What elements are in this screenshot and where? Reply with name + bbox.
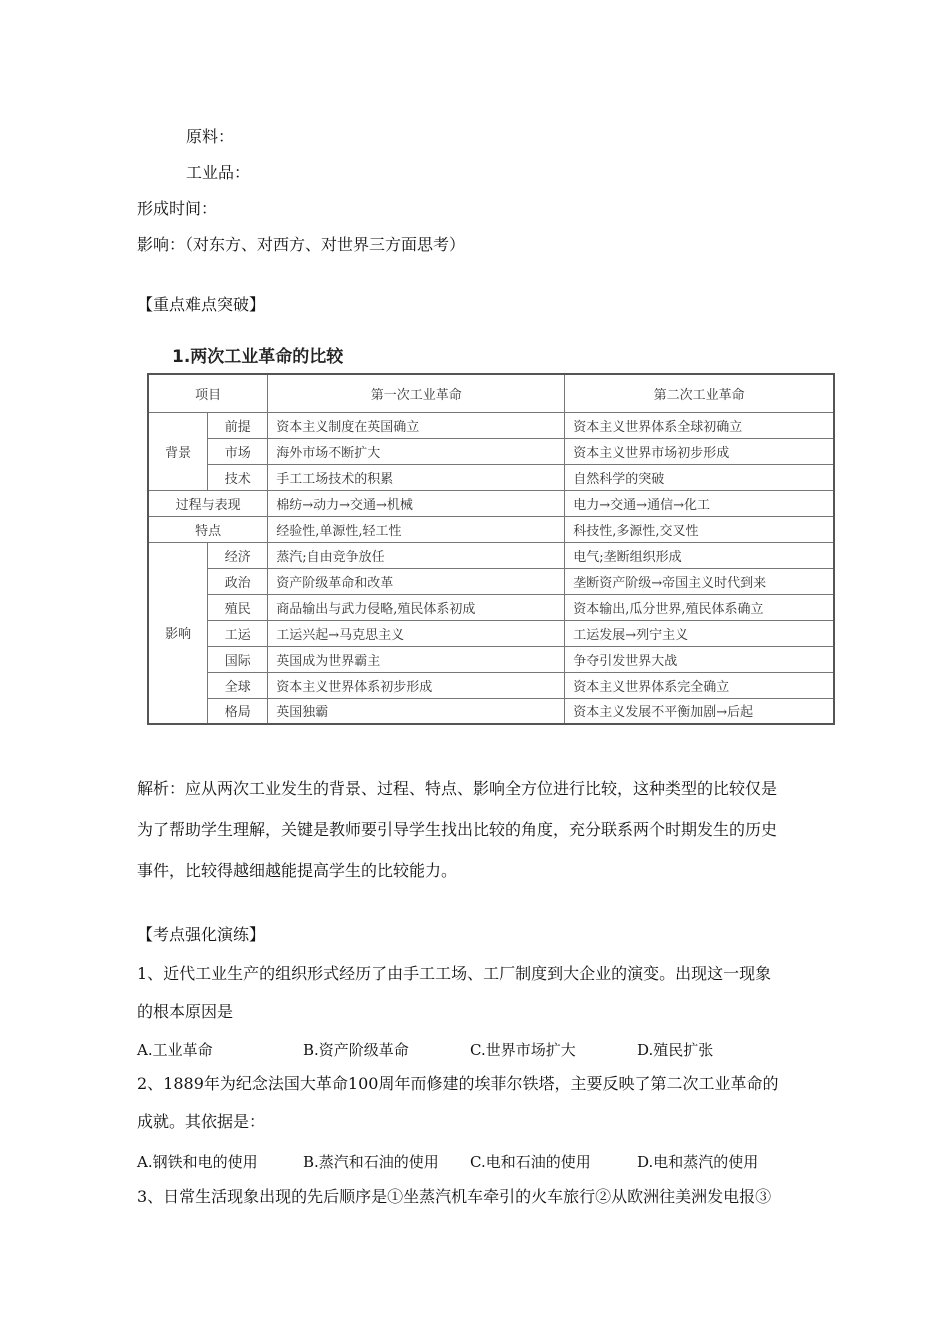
row-item: 工运 bbox=[208, 620, 268, 646]
header-item: 项目 bbox=[148, 374, 268, 412]
row-item: 前提 bbox=[208, 412, 268, 438]
row-first: 海外市场不断扩大 bbox=[268, 438, 565, 464]
row-first: 工运兴起→马克思主义 bbox=[268, 620, 565, 646]
row-first: 英国独霸 bbox=[268, 698, 565, 724]
table-header-row bbox=[148, 374, 834, 412]
option-b: B.蒸汽和石油的使用 bbox=[303, 1153, 439, 1171]
row-item: 国际 bbox=[208, 646, 268, 672]
row-first: 经验性,单源性,轻工性 bbox=[268, 516, 565, 542]
row-first: 手工工场技术的积累 bbox=[268, 464, 565, 490]
header-first: 第一次工业革命 bbox=[268, 374, 565, 412]
section-key-heading: 【重点难点突破】 bbox=[137, 295, 266, 314]
row-first: 资产阶级革命和改革 bbox=[268, 568, 565, 594]
row-item: 技术 bbox=[208, 464, 268, 490]
option-d: D.电和蒸汽的使用 bbox=[637, 1153, 759, 1171]
table-row bbox=[148, 698, 834, 724]
option-c: C.电和石油的使用 bbox=[470, 1153, 591, 1171]
question-text: 成就。其依据是： bbox=[137, 1112, 266, 1131]
question-text: 2、1889年为纪念法国大革命100周年而修建的埃菲尔铁塔，主要反映了第二次工业革命的 bbox=[137, 1074, 779, 1093]
group-impact: 影响 bbox=[148, 542, 208, 724]
comparison-table bbox=[147, 373, 835, 725]
industrial-goods-label: 工业品： bbox=[186, 163, 251, 182]
analysis-line: 为了帮助学生理解，关键是教师要引导学生找出比较的角度，充分联系两个时期发生的历史 bbox=[137, 820, 778, 839]
analysis-line: 事件，比较得越细越能提高学生的比较能力。 bbox=[137, 861, 458, 880]
row-second: 垄断资产阶级→帝国主义时代到来 bbox=[565, 568, 834, 594]
raw-material-label: 原料： bbox=[186, 127, 235, 146]
option-a: A.工业革命 bbox=[137, 1041, 213, 1059]
row-item: 市场 bbox=[208, 438, 268, 464]
row-second: 资本主义发展不平衡加剧→后起 bbox=[565, 698, 834, 724]
option-b: B.资产阶级革命 bbox=[303, 1041, 409, 1059]
row-second: 自然科学的突破 bbox=[565, 464, 834, 490]
row-first: 蒸汽;自由竞争放任 bbox=[268, 542, 565, 568]
row-first: 商品输出与武力侵略,殖民体系初成 bbox=[268, 594, 565, 620]
row-second: 资本输出,瓜分世界,殖民体系确立 bbox=[565, 594, 834, 620]
option-d: D.殖民扩张 bbox=[637, 1041, 714, 1059]
formation-time-label: 形成时间： bbox=[137, 199, 218, 218]
row-item: 格局 bbox=[208, 698, 268, 724]
group-background: 背景 bbox=[148, 412, 208, 490]
table-row bbox=[148, 516, 834, 542]
option-a: A.钢铁和电的使用 bbox=[137, 1153, 258, 1171]
row-second: 资本主义世界体系全球初确立 bbox=[565, 412, 834, 438]
table-title: 1.两次工业革命的比较 bbox=[172, 347, 344, 367]
row-second: 资本主义世界市场初步形成 bbox=[565, 438, 834, 464]
table-row bbox=[148, 412, 834, 438]
row-first: 棉纺→动力→交通→机械 bbox=[268, 490, 565, 516]
row-item: 过程与表现 bbox=[148, 490, 268, 516]
table-row bbox=[148, 490, 834, 516]
header-second: 第二次工业革命 bbox=[565, 374, 834, 412]
section-exercise-heading: 【考点强化演练】 bbox=[137, 925, 266, 944]
table-row bbox=[148, 464, 834, 490]
analysis-line: 解析：应从两次工业发生的背景、过程、特点、影响全方位进行比较，这种类型的比较仅是 bbox=[137, 779, 778, 798]
table-row bbox=[148, 542, 834, 568]
question-text: 1、近代工业生产的组织形式经历了由手工工场、工厂制度到大企业的演变。出现这一现象 bbox=[137, 964, 772, 983]
question-text: 3、日常生活现象出现的先后顺序是①坐蒸汽机车牵引的火车旅行②从欧洲往美洲发电报③ bbox=[137, 1187, 772, 1206]
row-second: 科技性,多源性,交叉性 bbox=[565, 516, 834, 542]
table-row bbox=[148, 568, 834, 594]
influence-label: 影响：（对东方、对西方、对世界三方面思考） bbox=[137, 235, 466, 254]
row-item: 特点 bbox=[148, 516, 268, 542]
table-row bbox=[148, 438, 834, 464]
row-second: 电力→交通→通信→化工 bbox=[565, 490, 834, 516]
table-row bbox=[148, 594, 834, 620]
table-row bbox=[148, 646, 834, 672]
option-c: C.世界市场扩大 bbox=[470, 1041, 576, 1059]
row-item: 政治 bbox=[208, 568, 268, 594]
table-row bbox=[148, 620, 834, 646]
table-row bbox=[148, 672, 834, 698]
row-first: 资本主义制度在英国确立 bbox=[268, 412, 565, 438]
row-first: 英国成为世界霸主 bbox=[268, 646, 565, 672]
question-text: 的根本原因是 bbox=[137, 1002, 234, 1021]
row-second: 工运发展→列宁主义 bbox=[565, 620, 834, 646]
row-first: 资本主义世界体系初步形成 bbox=[268, 672, 565, 698]
row-second: 争夺引发世界大战 bbox=[565, 646, 834, 672]
row-item: 全球 bbox=[208, 672, 268, 698]
row-item: 经济 bbox=[208, 542, 268, 568]
row-second: 电气;垄断组织形成 bbox=[565, 542, 834, 568]
row-item: 殖民 bbox=[208, 594, 268, 620]
row-second: 资本主义世界体系完全确立 bbox=[565, 672, 834, 698]
